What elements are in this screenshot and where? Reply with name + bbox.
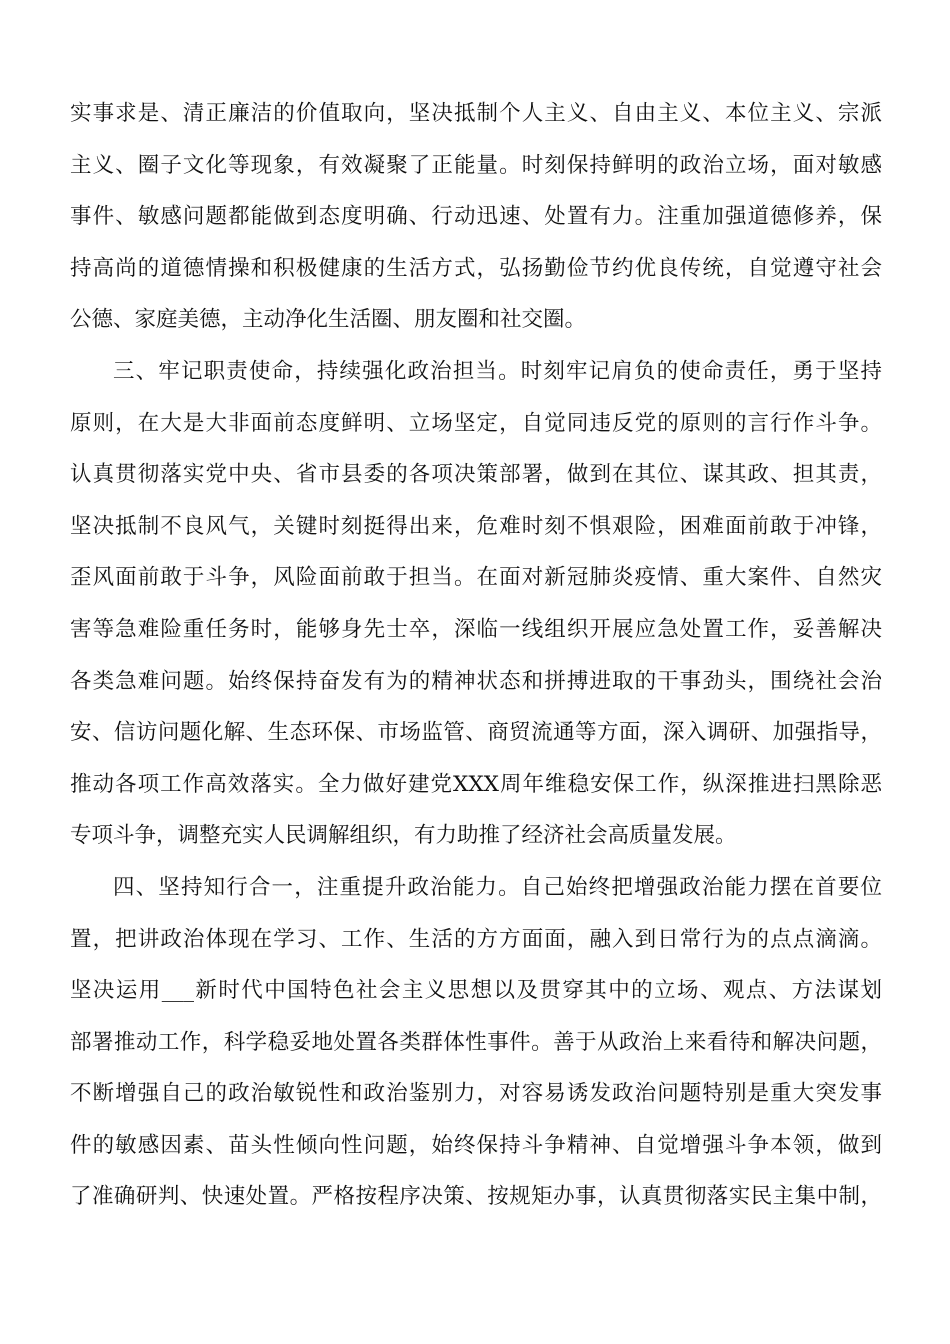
text-line: 歪风面前敢于斗争，风险面前敢于担当。在面对新冠肺炎疫情、重大案件、自然灾 <box>70 565 882 591</box>
text-line: 害等急难险重任务时，能够身先士卒，深临一线组织开展应急处置工作，妥善解决 <box>70 616 882 642</box>
text-line: 安、信访问题化解、生态环保、市场监管、商贸流通等方面，深入调研、加强指导， <box>70 720 882 746</box>
text-line: 事件、敏感问题都能做到态度明确、行动迅速、处置有力。注重加强道德修养，保 <box>70 204 882 230</box>
text-line: 各类急难问题。始终保持奋发有为的精神状态和拼搏进取的干事劲头，围绕社会治 <box>70 668 882 694</box>
text-line: 坚决运用___新时代中国特色社会主义思想以及贯穿其中的立场、观点、方法谋划 <box>70 978 882 1004</box>
text-line: 认真贯彻落实党中央、省市县委的各项决策部署，做到在其位、谋其政、担其责， <box>70 462 882 488</box>
section-4-first-line: 四、坚持知行合一，注重提升政治能力。自己始终把增强政治能力摆在首要位 <box>113 874 882 900</box>
text-line: 持高尚的道德情操和积极健康的生活方式，弘扬勤俭节约优良传统，自觉遵守社会 <box>70 255 882 281</box>
text-line: 置，把讲政治体现在学习、工作、生活的方方面面，融入到日常行为的点点滴滴。 <box>70 926 882 952</box>
text-line: 部署推动工作，科学稳妥地处置各类群体性事件。善于从政治上来看待和解决问题， <box>70 1029 882 1055</box>
text-line: 专项斗争，调整充实人民调解组织，有力助推了经济社会高质量发展。 <box>70 823 737 849</box>
text-line: 件的敏感因素、苗头性倾向性问题，始终保持斗争精神、自觉增强斗争本领，做到 <box>70 1132 882 1158</box>
text-line: 原则，在大是大非面前态度鲜明、立场坚定，自觉同违反党的原则的言行作斗争。 <box>70 410 882 436</box>
text-line: 公德、家庭美德，主动净化生活圈、朋友圈和社交圈。 <box>70 307 587 333</box>
text-line: 不断增强自己的政治敏锐性和政治鉴别力，对容易诱发政治问题特别是重大突发事 <box>70 1081 882 1107</box>
text-line: 了准确研判、快速处置。严格按程序决策、按规矩办事，认真贯彻落实民主集中制， <box>70 1184 882 1210</box>
text-line: 实事求是、清正廉洁的价值取向，坚决抵制个人主义、自由主义、本位主义、宗派 <box>70 101 882 126</box>
section-3-first-line: 三、牢记职责使命，持续强化政治担当。时刻牢记肩负的使命责任，勇于坚持 <box>113 358 882 384</box>
text-line: 主义、圈子文化等现象，有效凝聚了正能量。时刻保持鲜明的政治立场，面对敏感 <box>70 152 882 178</box>
text-line: 坚决抵制不良风气，关键时刻挺得出来，危难时刻不惧艰险，困难面前敢于冲锋， <box>70 513 882 539</box>
text-line: 推动各项工作高效落实。全力做好建党XXX周年维稳安保工作，纵深推进扫黑除恶 <box>70 771 882 797</box>
document-body <box>70 88 882 1223</box>
